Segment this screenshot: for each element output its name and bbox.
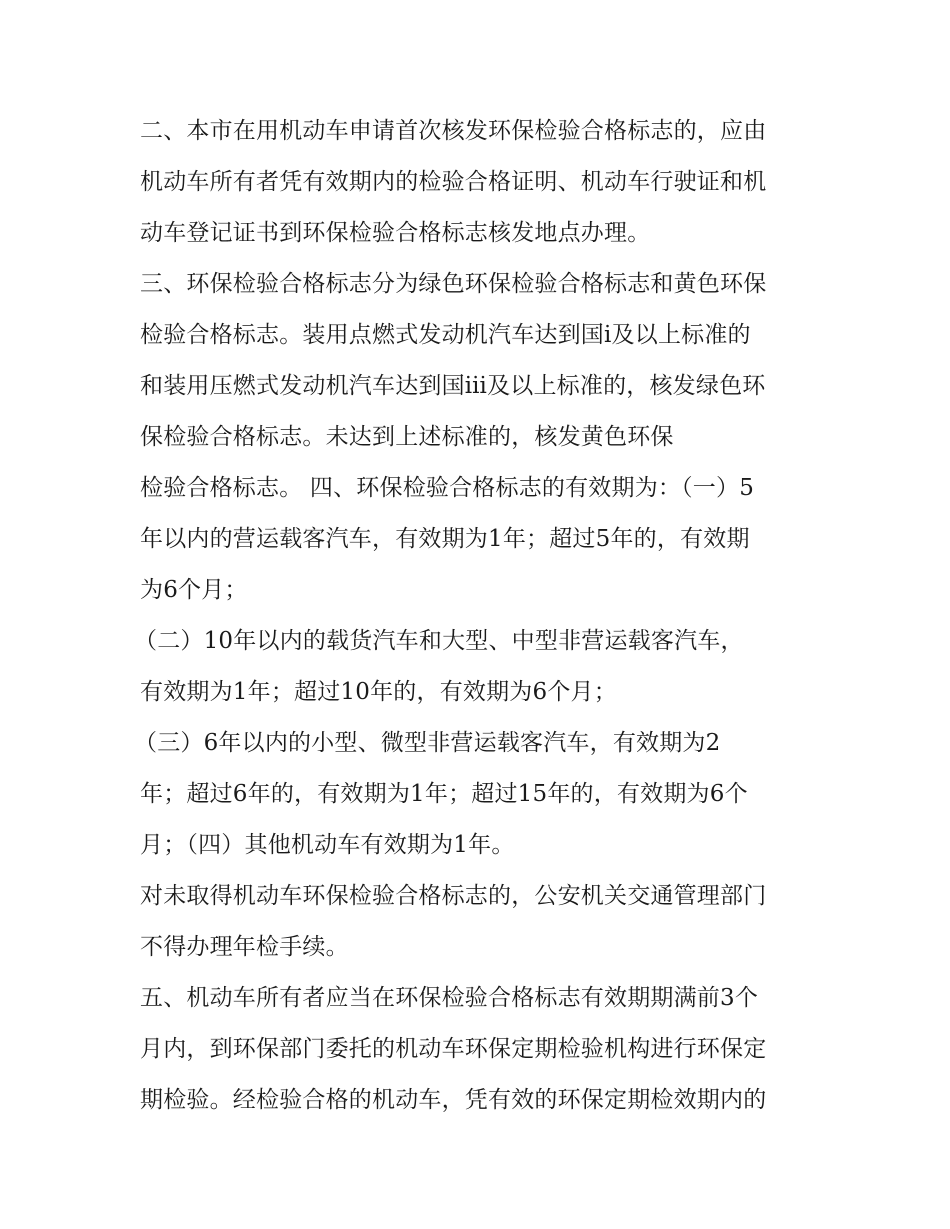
text-line: 五、机动车所有者应当在环保检验合格标志有效期期满前3个 (140, 985, 759, 1011)
text-line: 有效期为1年；超过10年的，有效期为6个月； (140, 679, 617, 705)
text-line: 不得办理年检手续。 (140, 934, 349, 960)
text-line: 期检验。经检验合格的机动车，凭有效的环保定期检效期内的 (140, 1087, 767, 1113)
text-line: 检验合格标志。装用点燃式发动机汽车达到国ⅰ及以上标准的 (140, 322, 751, 348)
text-line: 对未取得机动车环保检验合格标志的，公安机关交通管理部门 (140, 883, 767, 909)
text-line: 月；（四）其他机动车有效期为1年。 (140, 832, 515, 858)
text-line: （二）10年以内的载货汽车和大型、中型非营运载客汽车， (134, 628, 744, 654)
text-line: 保检验合格标志。未达到上述标准的，核发黄色环保 (140, 424, 674, 450)
text-line: 二、本市在用机动车申请首次核发环保检验合格标志的，应由 (140, 118, 767, 144)
text-line: 为6个月； (140, 577, 248, 603)
text-line: 三、环保检验合格标志分为绿色环保检验合格标志和黄色环保 (140, 271, 767, 297)
text-line: 机动车所有者凭有效期内的检验合格证明、机动车行驶证和机 (140, 169, 767, 195)
text-line: 动车登记证书到环保检验合格标志核发地点办理。 (140, 220, 651, 246)
text-line: （三）6年以内的小型、微型非营运载客汽车，有效期为2 (134, 730, 721, 756)
text-line: 年以内的营运载客汽车，有效期为1年；超过5年的，有效期 (140, 526, 750, 552)
text-line: 年；超过6年的，有效期为1年；超过15年的，有效期为6个 (140, 781, 748, 807)
text-line: 检验合格标志。 四、环保检验合格标志的有效期为：（一）5 (140, 475, 755, 501)
text-line: 月内，到环保部门委托的机动车环保定期检验机构进行环保定 (140, 1036, 767, 1062)
document-body (134, 111, 820, 1131)
text-line: 和装用压燃式发动机汽车达到国ⅲ及以上标准的，核发绿色环 (140, 373, 766, 399)
